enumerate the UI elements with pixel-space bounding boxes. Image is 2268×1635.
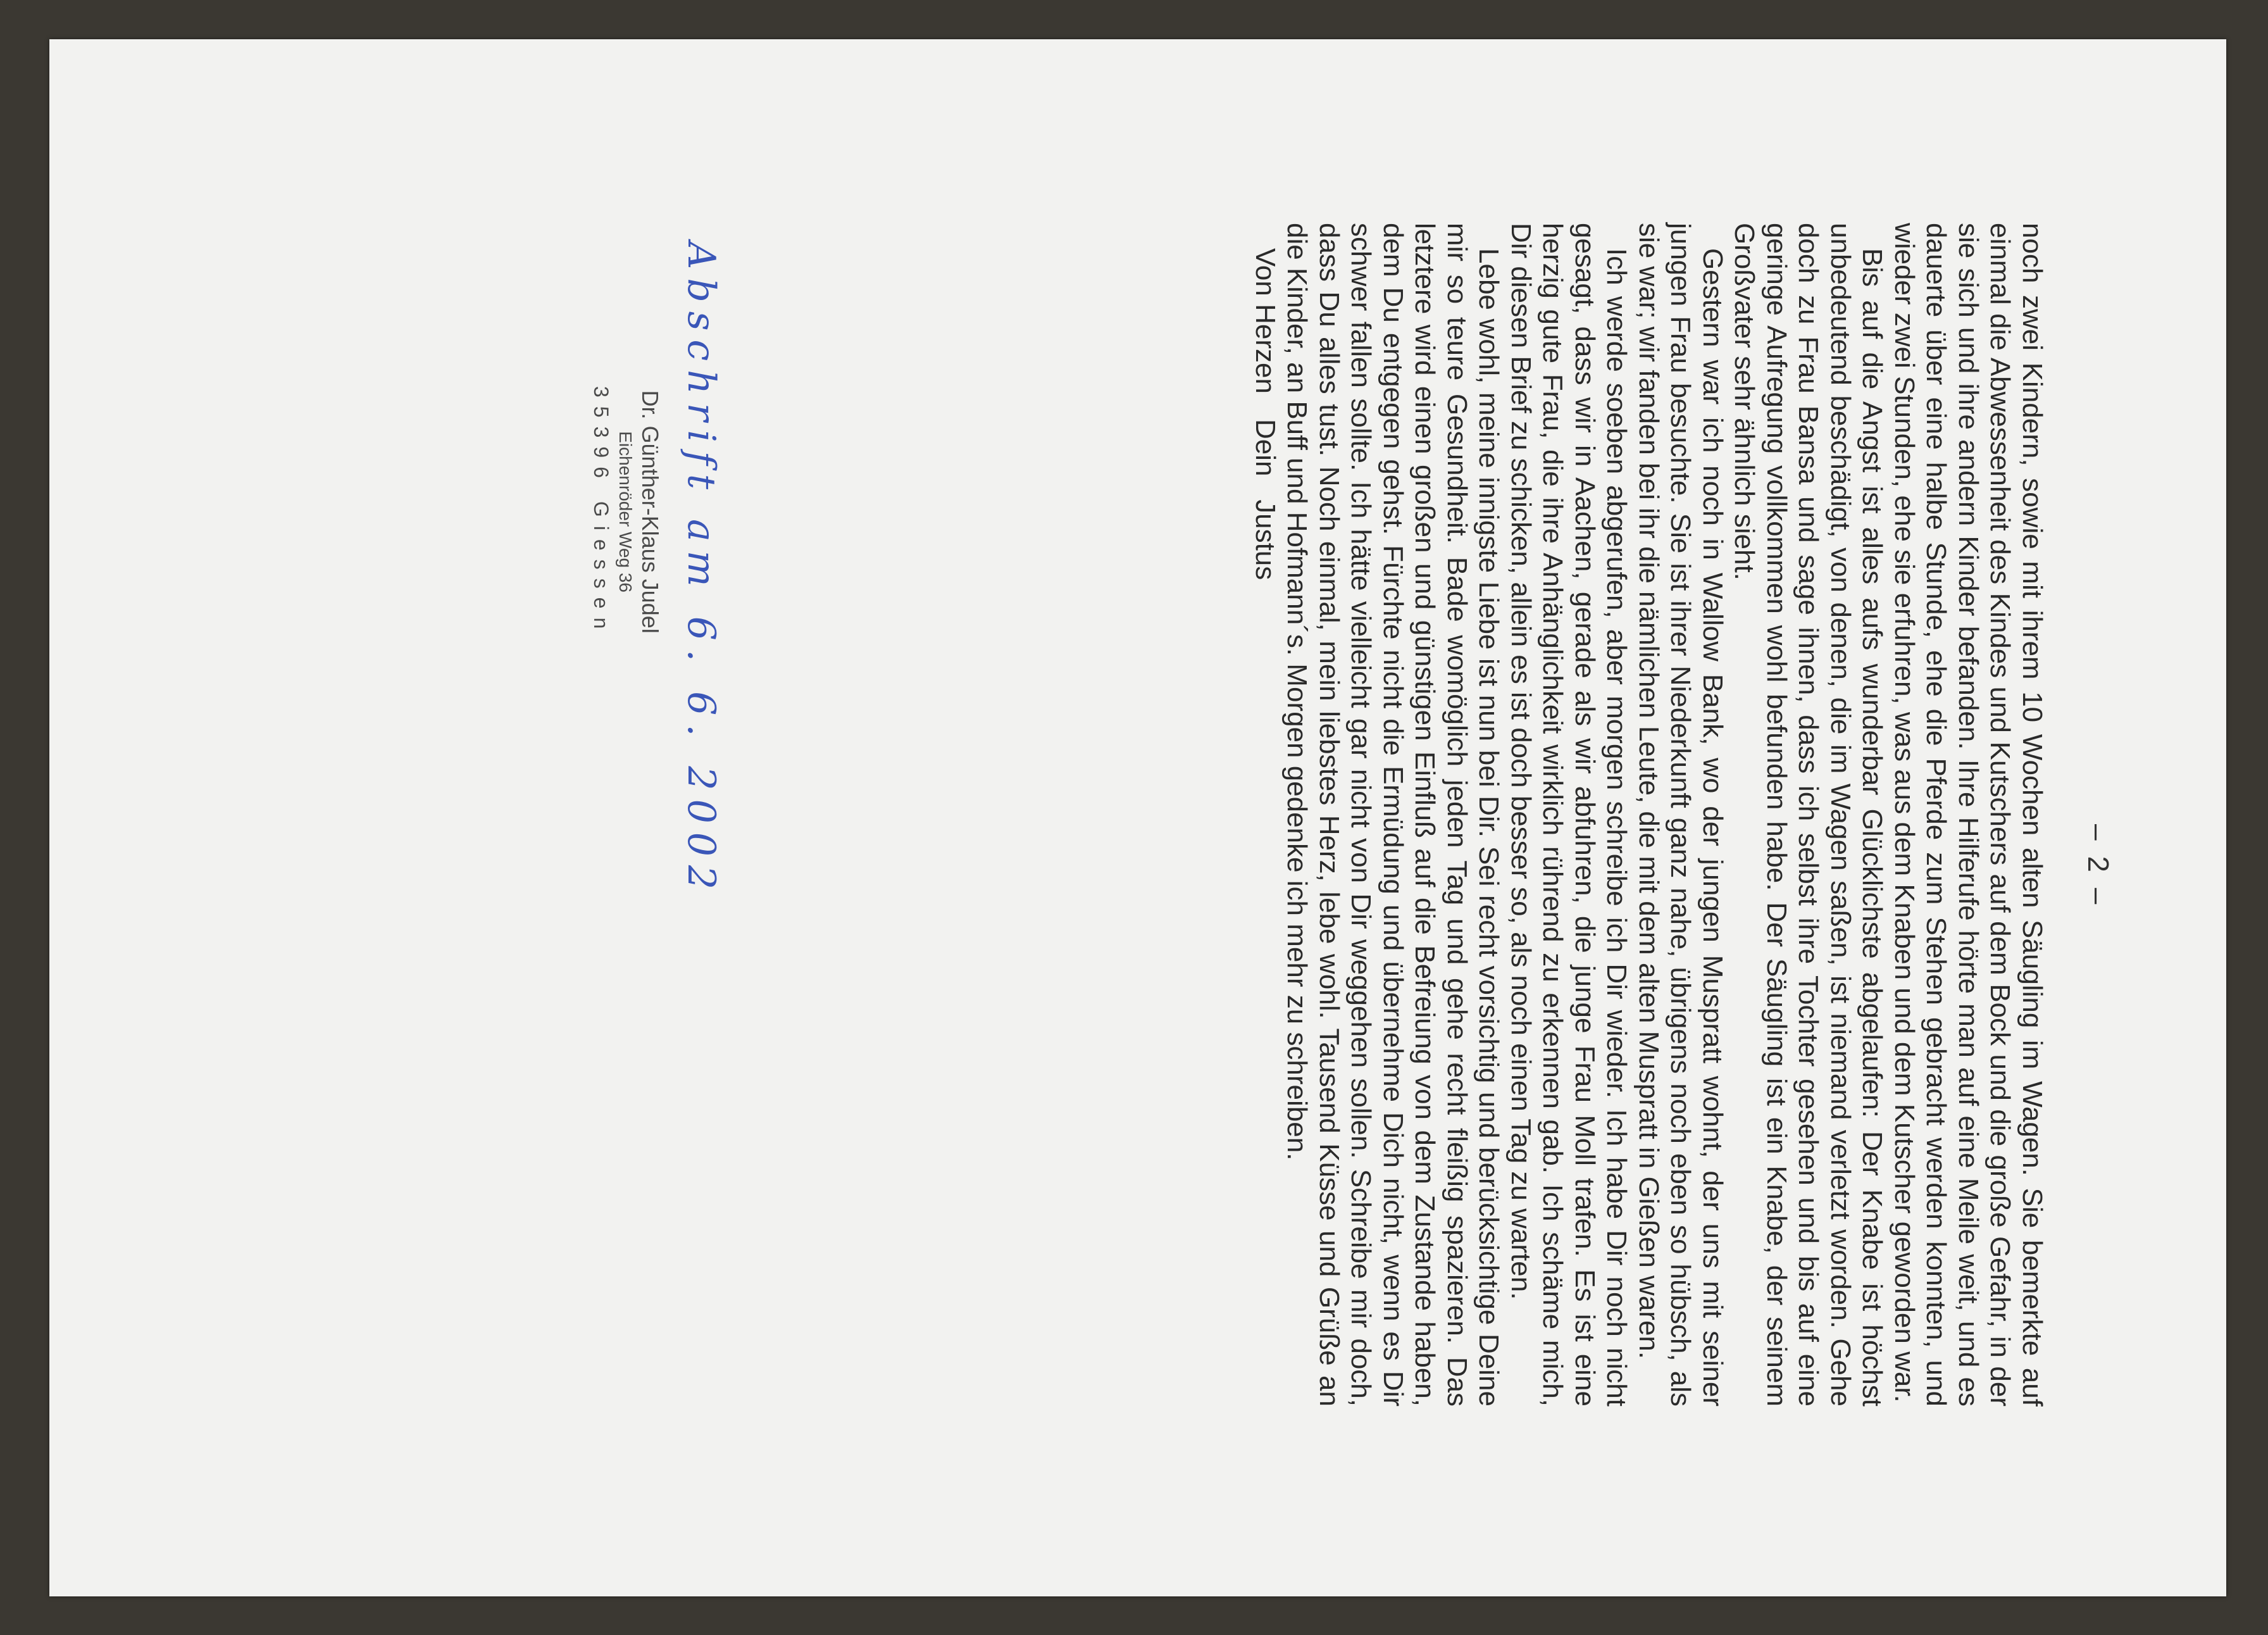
paragraph-1: noch zwei Kindern, sowie mit ihrem 10 Wochen alten Säugling im Wagen. Sie bemerkte auf einmal die Abwessenheit des Kindes und Kutschers auf dem Bock und die große Gefahr, in der sie sich und ihre andern Kinder befanden. Ihre Hilferufe hörte man auf eine Meile weit, und es dauerte über eine halbe Stunde, ehe die Pferde zum Stehen gebracht werden konnten, und wieder zwei Stunden, ehe sie erfuhren, was aus dem Knaben und dem Kutscher geworden war. bbox=[1889, 223, 2048, 1406]
address-stamp bbox=[589, 386, 663, 637]
letter-closing bbox=[1249, 223, 1281, 1406]
letter-body bbox=[1249, 223, 2048, 1406]
document-page bbox=[49, 39, 2226, 1596]
paragraph-5: Lebe wohl, meine innigste Liebe ist nun bei Dir. Sei recht vorsichtig und berücksichtige Deine mir so teure Gesundheit. Bade womöglich jeden Tag und gehe recht fleißig spazieren. Das letztere wird einen großen und günstigen Einfluß auf die Befreiung von dem Zustande haben, dem Du entgegen gehst. Fürchte nicht die Ermüdung und übernehme Dich nicht, wenn es Dir schwer fallen sollte. Ich hätte vielleicht gar nicht von Dir weggehen sollen. Schreibe mir doch, dass Du alles tust. Noch einmal, mein liebstes Herz, lebe wohl. Tausend Küsse und Grüße an die Kinder, an Buff und Hofmann´s. Morgen gedenke ich mehr zu schreiben. bbox=[1281, 223, 1505, 1406]
handwritten-copy-note: Abschrift am 6. 6. 2002 bbox=[679, 242, 723, 899]
page-number: – 2 – bbox=[2082, 824, 2115, 908]
paragraph-2: Bis auf die Angst ist alles aufs wunderbar Glücklichste abgelaufen: Der Knabe ist höchst unbedeutend beschädigt, von denen, die im Wagen saßen, ist niemand verletzt worden. Gehe doch zu Frau Bansa und sage ihnen, dass ich selbst ihre Tochter gesehen und bis auf eine geringe Aufregung vollkommen wohl befunden habe. Der Säugling ist ein Knabe, der seinem Großvater sehr ähnlich sieht. bbox=[1729, 223, 1888, 1406]
closing-greeting: Von Herzen bbox=[1250, 248, 1281, 394]
stamp-name: Dr. Günther-Klaus Judel bbox=[637, 390, 663, 634]
paragraph-4: Ich werde soeben abgerufen, aber morgen schreibe ich Dir wieder. Ich habe Dir noch nicht gesagt, dass wir in Aachen, gerade als wir abfuhren, die junge Frau Moll trafen. Es ist eine herzig gute Frau, die ihre Anhänglichkeit wirklich rührend zu erkennen gab. Ich schäme mich, Dir diesen Brief zu schicken, allein es ist doch besser so, als noch einen Tag zu warten. bbox=[1505, 223, 1633, 1406]
stamp-city: 35396 Giessen bbox=[590, 386, 613, 638]
closing-signature: Dein Justus bbox=[1250, 418, 1281, 580]
paragraph-3: Gestern war ich noch in Wallow Bank, wo der jungen Muspratt wohnt, der uns mit seiner jungen Frau besuchte. Sie ist ihrer Niederkunft ganz nahe, übrigens noch eben so hübsch, als sie war; wir fanden bei ihr die nämlichen Leute, die mit dem alten Muspratt in Gießen waren. bbox=[1633, 223, 1728, 1406]
stamp-street: Eichenröder Weg 36 bbox=[616, 431, 635, 592]
rotated-page-content bbox=[49, 39, 2226, 1596]
